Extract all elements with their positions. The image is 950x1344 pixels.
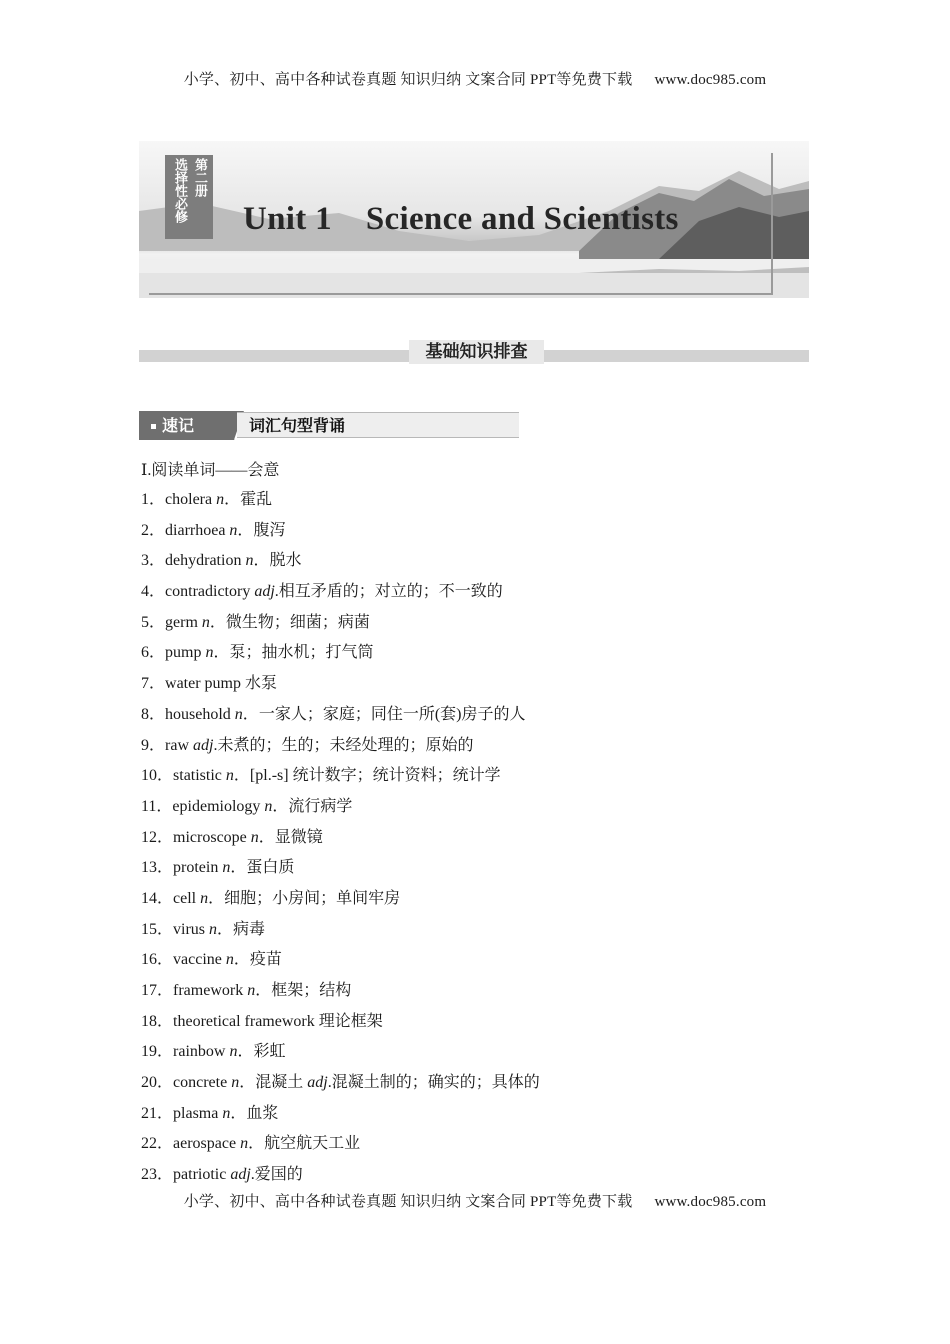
vocab-item (141, 885, 540, 916)
vocab-number: 1． (141, 491, 166, 508)
vocab-number: 7． (141, 675, 166, 693)
vocab-number: 19． (141, 1043, 174, 1061)
vocab-item (141, 701, 540, 732)
vocab-item (141, 793, 540, 824)
vocab-number: 8． (141, 705, 166, 723)
vocab-number: 3． (141, 552, 166, 570)
unit-title (243, 201, 679, 238)
vocab-word: plasma (173, 1104, 223, 1122)
book-label-col2: 第二册 (192, 158, 207, 197)
page-header (0, 68, 950, 89)
vocab-pos-sep: . (327, 1074, 332, 1092)
quick-memo-label: 速记 (162, 416, 195, 435)
header-text: 小学、初中、高中各种试卷真题 知识归纳 文案合同 PPT等免费下载 (183, 72, 633, 88)
vocab-word: framework (173, 982, 248, 999)
vocab-meaning: 脱水 (269, 552, 302, 570)
vocab-pos: adj (193, 736, 214, 754)
vocab-pos: n (264, 797, 273, 815)
vocab-pos: n (205, 644, 214, 662)
vocab-pos: adj (254, 583, 275, 601)
vocab-word: contradictory (165, 583, 255, 601)
vocab-number: 21． (141, 1104, 174, 1122)
vocab-pos-sep: ． (233, 951, 250, 969)
vocab-number: 10． (141, 767, 174, 785)
vocab-pos-sep: ． (258, 828, 275, 846)
vocab-meaning: 细胞；小房间；单间牢房 (224, 889, 401, 907)
vocab-word: vaccine (173, 951, 226, 969)
vocab-item (141, 547, 540, 578)
vocab-meaning: 腹泻 (253, 521, 286, 539)
vocab-pos-sep: ． (255, 982, 272, 999)
vocab-word: cholera (165, 491, 217, 508)
vocab-item (141, 670, 540, 701)
vocab-meaning: 微生物；细菌；病菌 (225, 613, 370, 631)
vocab-pos: adj (307, 1074, 328, 1092)
vocab-word: germ (165, 613, 202, 631)
vocab-pos: n (209, 920, 218, 938)
vocab-item (141, 1100, 540, 1131)
vocab-meaning: 泵；抽水机；打气筒 (229, 644, 374, 662)
vocab-number: 20． (141, 1074, 174, 1092)
vocab-pos: n (222, 1104, 231, 1122)
vocab-number: 6． (141, 644, 166, 662)
vocab-pos-sep: ． (213, 644, 230, 662)
vocab-item (141, 977, 540, 1008)
vocab-pos: adj (230, 1166, 251, 1184)
vocab-tag-row (139, 411, 521, 440)
vocab-number: 14． (141, 889, 174, 907)
vocab-meaning: 混凝土制的；确实的；具体的 (331, 1074, 540, 1092)
vocab-item (141, 1161, 540, 1192)
unit-name: Science and Scientists (365, 201, 679, 237)
vocab-number: 4． (141, 583, 166, 601)
vocab-meaning: 理论框架 (318, 1012, 383, 1030)
vocab-meaning: 流行病学 (288, 797, 353, 815)
vocab-word: aerospace (173, 1135, 241, 1153)
vocab-number: 15． (141, 920, 174, 938)
vocab-meaning: 霍乱 (240, 491, 273, 508)
vocab-word: statistic (173, 767, 226, 785)
vocab-word: household (165, 705, 235, 723)
vocab-number: 2． (141, 521, 166, 539)
vocab-word: pump (165, 644, 206, 662)
vocab-pos: n (245, 552, 254, 570)
vocab-word: concrete (173, 1074, 232, 1092)
vocab-pos-sep: ． (248, 1135, 265, 1153)
vocab-item (141, 1008, 540, 1039)
vocab-pos: n (247, 982, 256, 999)
vocab-pos-sep: ． (217, 920, 234, 938)
vocab-pos-sep: ． (239, 1074, 256, 1092)
vocab-word: patriotic (173, 1166, 231, 1184)
footer-text: 小学、初中、高中各种试卷真题 知识归纳 文案合同 PPT等免费下载 (183, 1194, 633, 1210)
vocab-meaning: 航空航天工业 (264, 1135, 361, 1153)
square-bullet-icon (151, 424, 156, 429)
vocab-item (141, 578, 540, 609)
vocab-pos-sep: . (250, 1166, 255, 1184)
vocab-meaning: 病毒 (233, 920, 266, 938)
vocab-number: 18． (141, 1012, 174, 1030)
vocab-item (141, 1130, 540, 1161)
vocab-pos: n (222, 859, 231, 877)
vocab-number: 16． (141, 951, 174, 969)
vocab-item (141, 517, 540, 548)
vocab-pos-sep: ． (237, 1043, 254, 1061)
vocab-item (141, 486, 540, 517)
vocab-pos: n (240, 1135, 249, 1153)
section-band (139, 340, 809, 366)
vocab-meaning: 爱国的 (254, 1166, 303, 1184)
vocab-number: 9． (141, 736, 166, 754)
vocab-pos-sep: ． (233, 767, 250, 785)
vocab-pos-sep: ． (242, 705, 259, 723)
vocab-word: theoretical framework (173, 1012, 319, 1030)
vocab-pos: n (229, 1043, 238, 1061)
section-band-label: 基础知识排查 (409, 340, 544, 364)
vocab-meaning: 水泵 (245, 675, 278, 693)
vocab-item (141, 1038, 540, 1069)
vocab-pos: n (231, 1074, 240, 1092)
section-title: Ⅰ.阅读单词——会意 (141, 462, 280, 479)
vocab-word: water pump (165, 675, 245, 693)
vocab-meaning: 相互矛盾的；对立的；不一致的 (278, 583, 503, 601)
vocab-pos-sep: ． (253, 552, 270, 570)
footer-url[interactable]: www.doc985.com (654, 1194, 767, 1210)
vocab-pos-sep: . (213, 736, 218, 754)
vocab-list (141, 486, 540, 1192)
vocab-item (141, 732, 540, 763)
vocab-pos: n (216, 491, 225, 508)
quick-memo-tag (139, 411, 229, 440)
vocab-pos-sep: ． (272, 797, 289, 815)
vocab-number: 22． (141, 1135, 174, 1153)
vocab-pos-sep: ． (230, 1104, 247, 1122)
vocab-item (141, 639, 540, 670)
vocab-pos: n (200, 889, 209, 907)
vocab-word: microscope (173, 828, 251, 846)
vocab-word: protein (173, 859, 223, 877)
vocab-pos-sep: ． (224, 491, 241, 508)
vocab-pos-sep: . (274, 583, 279, 601)
vocab-meaning: [pl.-s] 统计数字；统计资料；统计学 (249, 767, 501, 785)
vocab-meaning: 一家人；家庭；同住一所(套)房子的人 (258, 705, 526, 723)
vocab-number: 23． (141, 1166, 174, 1184)
vocab-number: 12． (141, 828, 174, 846)
vocab-item (141, 609, 540, 640)
vocab-pos-sep: ． (230, 859, 247, 877)
vocab-pos: n (225, 951, 234, 969)
vocab-item (141, 762, 540, 793)
vocab-meaning: 彩虹 (253, 1043, 286, 1061)
vocab-item (141, 854, 540, 885)
unit-banner (139, 141, 809, 298)
vocab-number: 11． (141, 797, 173, 815)
vocab-meaning: 混凝土 (255, 1074, 308, 1092)
vocab-meaning: 血浆 (246, 1104, 279, 1122)
vocab-word: virus (173, 920, 210, 938)
book-volume-badge (165, 155, 213, 239)
vocab-pos: n (234, 705, 243, 723)
vocab-pos-sep: ． (208, 889, 225, 907)
vocab-item (141, 946, 540, 977)
vocab-pos: n (201, 613, 210, 631)
book-label-col1: 选择性必修 (172, 158, 187, 223)
vocab-number: 17． (141, 982, 174, 999)
vocab-item (141, 824, 540, 855)
vocab-pos: n (250, 828, 259, 846)
vocab-number: 5． (141, 613, 166, 631)
vocab-word: cell (173, 889, 201, 907)
vocab-word: diarrhoea (165, 521, 230, 539)
vocab-meaning: 疫苗 (249, 951, 282, 969)
vocab-meaning: 蛋白质 (246, 859, 295, 877)
header-url[interactable]: www.doc985.com (654, 72, 767, 88)
vocab-word: epidemiology (172, 797, 265, 815)
vocab-word: rainbow (173, 1043, 230, 1061)
vocab-pos-sep: ． (237, 521, 254, 539)
vocab-number: 13． (141, 859, 174, 877)
vocab-word: raw (165, 736, 193, 754)
vocab-item (141, 1069, 540, 1100)
vocab-pos-sep: ． (209, 613, 226, 631)
vocab-pos: n (229, 521, 238, 539)
vocab-pos: n (225, 767, 234, 785)
vocab-item (141, 916, 540, 947)
page-footer (0, 1190, 950, 1211)
unit-number: Unit 1 (243, 201, 332, 237)
vocab-meaning: 未煮的；生的；未经处理的；原始的 (217, 736, 474, 754)
vocab-meaning: 显微镜 (274, 828, 323, 846)
vocab-meaning: 框架；结构 (271, 982, 352, 999)
vocab-sentence-tag: 词汇句型背诵 (237, 412, 519, 438)
vocab-word: dehydration (165, 552, 246, 570)
